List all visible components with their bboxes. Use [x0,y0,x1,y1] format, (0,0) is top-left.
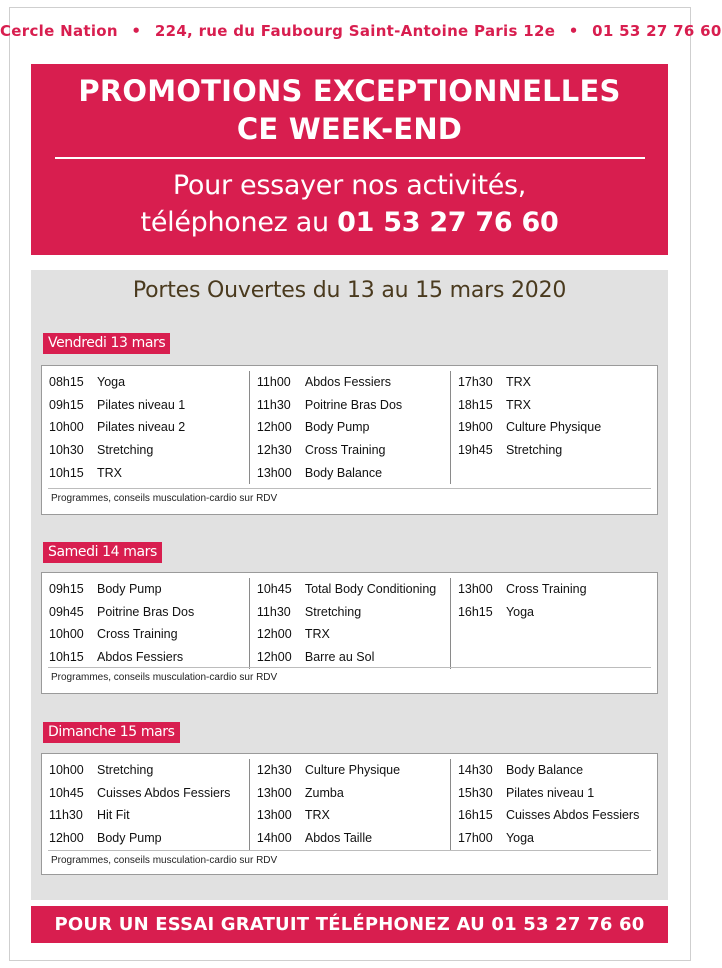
session-time: 13h00 [256,785,292,800]
session-time: 10h00 [49,763,84,777]
promo-title-line1: PROMOTIONS EXCEPTIONNELLES [78,74,621,108]
schedule-note: Programmes, conseils musculation-cardio sur RDV [48,667,651,683]
session-row [256,371,450,394]
session-activity: Poitrine Bras Dos [97,604,195,619]
session-row [48,439,249,462]
session-row [256,782,450,805]
session-time: 19h45 [457,443,493,458]
club-phone: 01 53 27 76 60 [592,22,722,40]
session-row [256,439,450,462]
session-activity: Body Balance [304,465,383,480]
session-row [256,416,450,439]
session-row [48,416,249,439]
session-activity: TRX [97,465,122,480]
promo-title [31,64,668,148]
session-activity: Culture Physique [304,763,401,777]
session-time: 11h30 [49,808,83,823]
session-activity: Cross Training [505,582,587,596]
session-time: 09h15 [49,582,84,596]
schedule-box-dimanche [41,753,658,875]
session-activity: Body Pump [304,420,370,435]
session-activity: Cross Training [304,443,386,458]
session-time: 10h00 [49,420,84,435]
session-time: 13h00 [256,465,292,480]
session-time: 08h15 [49,375,84,389]
session-row [256,623,450,646]
session-row [48,601,249,624]
session-activity: Yoga [505,831,534,846]
session-activity: Stretching [505,443,563,458]
schedule-column [249,578,450,669]
session-activity: Yoga [505,604,534,619]
session-row [48,646,249,669]
promo-sub-line2 [31,204,668,241]
session-activity: Poitrine Bras Dos [304,397,403,412]
session-row [48,782,249,805]
session-row [457,578,651,601]
session-activity: Pilates niveau 1 [97,397,186,412]
session-row [256,759,450,782]
session-time: 12h00 [256,627,292,642]
session-activity: Cuisses Abdos Fessiers [97,785,231,800]
session-activity: Pilates niveau 1 [505,785,595,800]
session-row [457,827,651,850]
session-row [256,601,450,624]
session-activity: Stretching [97,443,154,458]
bullet-separator: • [131,22,142,40]
session-row [457,371,651,394]
session-time: 15h30 [457,785,493,800]
session-time: 12h00 [49,831,84,846]
header-contact-line [0,22,722,40]
club-name: Cercle Nation [0,22,118,40]
schedule-column [450,759,651,850]
session-time: 10h30 [49,443,84,458]
schedule-note: Programmes, conseils musculation-cardio sur RDV [48,488,651,504]
session-time: 17h30 [457,375,493,389]
day-label-dimanche: Dimanche 15 mars [43,722,180,743]
session-activity: TRX [505,397,531,412]
session-row [256,804,450,827]
promo-banner [31,64,668,255]
session-activity: Total Body Conditioning [304,582,437,596]
session-time: 18h15 [457,397,493,412]
schedule-column [249,371,450,484]
session-row [457,804,651,827]
bullet-separator: • [568,22,579,40]
session-time: 16h15 [457,604,493,619]
session-time: 14h30 [457,763,493,777]
session-activity: Culture Physique [505,420,602,435]
session-time: 12h30 [256,763,292,777]
session-row [457,601,651,624]
promo-divider [55,157,645,159]
session-row [457,759,651,782]
schedule-column [48,371,249,484]
session-activity: Pilates niveau 2 [97,420,186,435]
session-time: 10h45 [256,582,292,596]
session-row [48,371,249,394]
session-time: 16h15 [457,808,493,823]
session-row [48,759,249,782]
session-row [48,827,249,850]
club-address: 224, rue du Faubourg Saint-Antoine Paris 12e [154,22,556,40]
session-time: 13h00 [256,808,292,823]
session-activity: Abdos Fessiers [97,650,184,665]
session-activity: Hit Fit [97,808,130,823]
session-activity: Cross Training [97,627,178,642]
session-activity: Body Pump [97,582,162,596]
session-row [457,394,651,417]
session-time: 09h45 [49,604,84,619]
session-activity: Yoga [97,375,126,389]
session-row [256,394,450,417]
session-time: 10h15 [49,650,84,665]
session-time: 12h00 [256,650,292,665]
schedule-note: Programmes, conseils musculation-cardio sur RDV [48,850,651,866]
session-activity: Abdos Fessiers [304,375,392,389]
promo-sub-line1: Pour essayer nos activités, [172,170,527,201]
session-activity: Body Balance [505,763,584,777]
session-time: 11h00 [256,375,291,389]
session-activity: Cuisses Abdos Fessiers [505,808,640,823]
session-time: 10h45 [49,785,84,800]
session-row [48,578,249,601]
schedule-column [249,759,450,850]
schedule-columns [48,759,651,850]
session-time: 09h15 [49,397,84,412]
promo-phone: 01 53 27 76 60 [337,207,559,238]
session-row [48,804,249,827]
schedule-column [450,371,651,484]
session-time: 17h00 [457,831,493,846]
schedule-columns [48,371,651,484]
promo-subtitle [31,167,668,241]
session-time: 14h00 [256,831,292,846]
session-time: 10h15 [49,465,84,480]
session-row [48,394,249,417]
session-row [48,462,249,485]
session-row [256,462,450,485]
session-activity: Barre au Sol [304,650,375,665]
day-label-vendredi: Vendredi 13 mars [43,333,170,354]
schedule-column [48,759,249,850]
session-activity: Zumba [304,785,344,800]
session-activity: TRX [304,808,330,823]
session-activity: Body Pump [97,831,162,846]
schedule-box-samedi [41,572,658,694]
session-time: 12h30 [256,443,292,458]
schedule-column [48,578,249,669]
session-time: 12h00 [256,420,292,435]
session-time: 11h30 [256,604,291,619]
promo-sub-prefix: téléphonez au [140,207,329,238]
session-activity: Stretching [304,604,362,619]
session-row [457,782,651,805]
session-activity: Stretching [97,763,154,777]
open-days-title: Portes Ouvertes du 13 au 15 mars 2020 [132,278,567,303]
session-time: 13h00 [457,582,493,596]
schedule-column [450,578,651,669]
session-activity: Abdos Taille [304,831,373,846]
day-label-samedi: Samedi 14 mars [43,542,162,563]
schedule-box-vendredi [41,365,658,515]
footer-cta-banner: POUR UN ESSAI GRATUIT TÉLÉPHONEZ AU 01 53 27 76 60 [31,906,668,943]
session-activity: TRX [505,375,531,389]
session-time: 19h00 [457,420,493,435]
schedule-columns [48,578,651,669]
session-row [256,578,450,601]
session-time: 11h30 [256,397,291,412]
session-row [457,416,651,439]
session-activity: TRX [304,627,330,642]
session-row [48,623,249,646]
promo-title-line2: CE WEEK-END [236,112,463,146]
session-row [256,646,450,669]
session-row [256,827,450,850]
session-time: 10h00 [49,627,84,642]
session-row [457,439,651,462]
